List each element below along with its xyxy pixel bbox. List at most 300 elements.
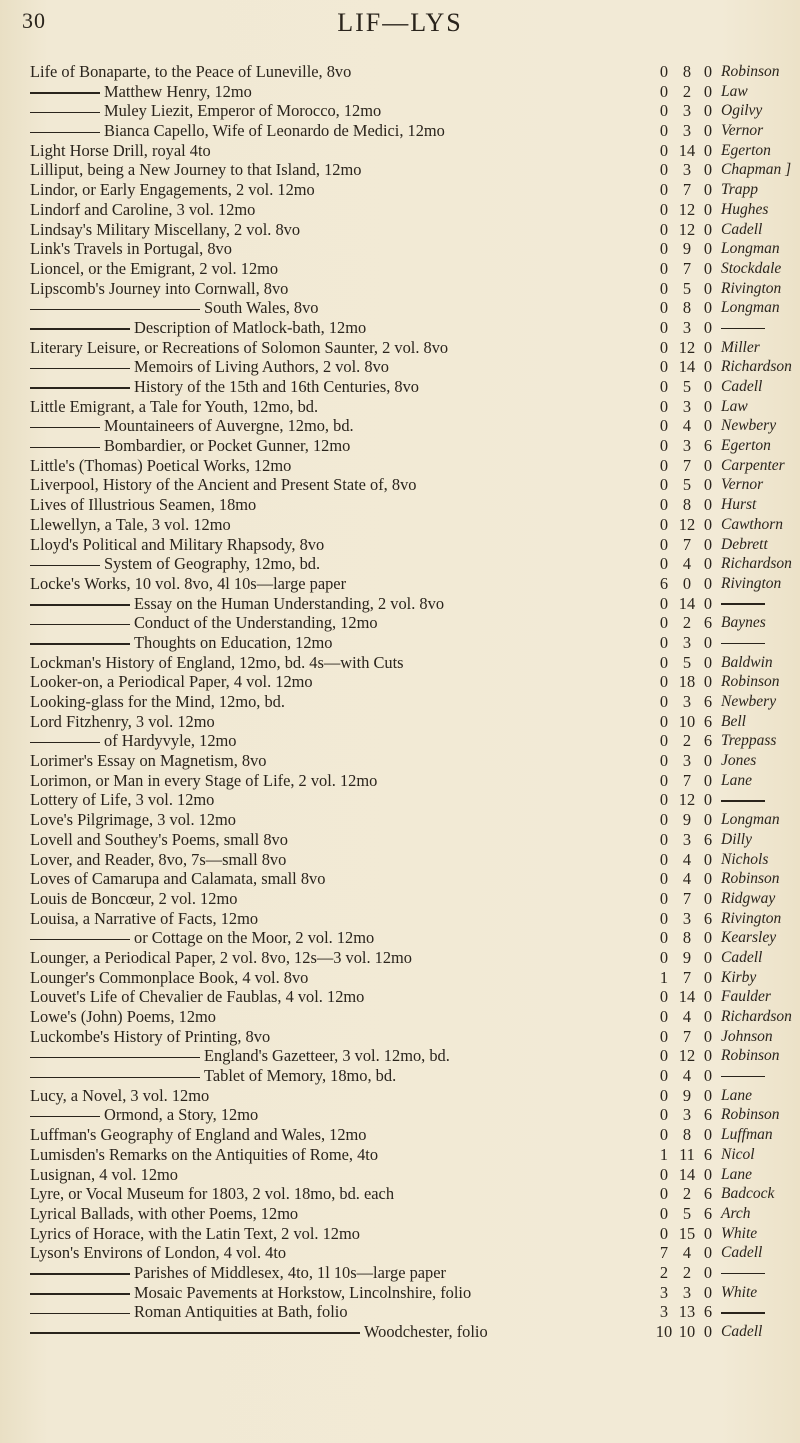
entry-publisher: Cadell — [721, 1244, 763, 1262]
price-shillings: 14 — [678, 987, 696, 1007]
price-shillings: 4 — [682, 1007, 692, 1026]
entry-publisher: Rivington — [721, 574, 782, 592]
price-pounds: 0 — [659, 751, 669, 771]
entry-title-text: Louvet's Life of Chevalier de Faublas, 4 vol. 12mo — [30, 987, 365, 1007]
entry-title-text: Thoughts on Education, 12mo — [134, 632, 333, 652]
price-pounds: 0 — [659, 317, 669, 337]
entry-publisher — [721, 318, 765, 338]
entry-publisher: Robinson — [721, 870, 780, 888]
entry-title — [30, 1105, 258, 1125]
price-shillings: 8 — [682, 1125, 692, 1145]
price-pence: 0 — [703, 1085, 713, 1105]
entry-publisher: Baynes — [721, 614, 766, 632]
entry-publisher: White — [721, 1224, 758, 1242]
entry-price — [653, 869, 717, 889]
entry-publisher: Richardson — [721, 555, 792, 573]
price-pounds: 0 — [659, 593, 669, 613]
entry-title-text: Lindsay's Military Miscellany, 2 vol. 8vo — [30, 219, 301, 239]
entry-publisher: Cadell — [721, 948, 763, 966]
price-pounds: 0 — [659, 731, 669, 751]
price-shillings: 7 — [682, 534, 692, 554]
entry-title — [30, 101, 381, 121]
price-pence: 0 — [703, 396, 713, 416]
entry-price — [653, 850, 717, 870]
price-shillings: 12 — [678, 219, 696, 239]
entry-title — [30, 968, 308, 988]
entry-publisher: Vernor — [721, 122, 764, 140]
entry-price — [653, 653, 717, 673]
entry-publisher: Law — [721, 397, 748, 415]
entry-publisher: Kirby — [721, 968, 757, 986]
list-item — [0, 1125, 800, 1145]
entry-title — [30, 653, 404, 673]
entry-title — [30, 357, 389, 377]
list-item — [0, 810, 800, 830]
price-pence: 0 — [703, 928, 713, 948]
entry-price — [653, 1204, 717, 1224]
ditto-rule — [30, 1293, 130, 1295]
list-item — [0, 1184, 800, 1204]
entry-title — [30, 889, 237, 909]
ditto-rule — [721, 800, 765, 802]
price-shillings: 10 — [678, 1322, 696, 1341]
entry-title-text: Lovell and Southey's Poems, small 8vo — [30, 829, 288, 849]
entry-price — [653, 239, 717, 259]
entry-title-text: Little's (Thomas) Poetical Works, 12mo — [30, 455, 292, 475]
entry-title-text: Lounger, a Periodical Paper, 2 vol. 8vo, 12s—3 vol. 12mo — [30, 947, 412, 967]
entry-publisher: Hughes — [721, 200, 769, 218]
price-pence: 0 — [703, 81, 713, 101]
entry-title-text: Memoirs of Living Authors, 2 vol. 8vo — [134, 357, 389, 377]
price-pounds: 0 — [659, 495, 669, 515]
price-shillings: 15 — [678, 1223, 696, 1243]
price-pounds: 0 — [659, 1223, 669, 1243]
list-item — [0, 416, 800, 436]
price-pounds: 0 — [659, 1203, 669, 1223]
entry-title-text: Lindor, or Early Engagements, 2 vol. 12mo — [30, 180, 315, 200]
ditto-rule — [30, 1116, 100, 1118]
price-shillings: 9 — [682, 239, 692, 259]
entry-title — [30, 1066, 396, 1086]
list-item — [0, 692, 800, 712]
entry-title — [30, 220, 300, 240]
price-pounds: 0 — [659, 1085, 669, 1105]
entry-price — [653, 613, 717, 633]
price-pence: 0 — [703, 416, 713, 436]
entry-price — [653, 200, 717, 220]
price-pounds: 0 — [659, 140, 669, 160]
list-item — [0, 1302, 800, 1322]
price-pounds: 0 — [659, 278, 669, 298]
price-shillings: 14 — [678, 593, 696, 613]
price-pounds: 0 — [659, 711, 669, 731]
price-shillings: 9 — [682, 1085, 692, 1105]
price-pence: 0 — [703, 160, 713, 180]
price-pence: 0 — [703, 810, 713, 830]
list-item — [0, 928, 800, 948]
ditto-rule — [30, 309, 200, 311]
price-pence: 0 — [703, 888, 713, 908]
price-pounds: 7 — [659, 1243, 669, 1263]
entry-title-text: Llewellyn, a Tale, 3 vol. 12mo — [30, 514, 231, 534]
entry-title — [30, 1263, 446, 1283]
entry-publisher — [721, 1263, 765, 1283]
price-pence: 6 — [703, 829, 713, 849]
entry-title — [30, 200, 255, 220]
price-pence: 0 — [703, 1322, 713, 1341]
price-pence: 0 — [703, 475, 713, 495]
price-pounds: 1 — [659, 967, 669, 987]
entry-title-text: Conduct of the Understanding, 12mo — [134, 613, 378, 633]
list-item — [0, 200, 800, 220]
price-shillings: 3 — [682, 908, 692, 928]
price-shillings: 4 — [682, 554, 692, 574]
entry-publisher: Luffman — [721, 1126, 773, 1144]
entry-title-text: Roman Antiquities at Bath, folio — [134, 1302, 348, 1322]
entry-title-text: Lyrical Ballads, with other Poems, 12mo — [30, 1203, 299, 1223]
list-item — [0, 515, 800, 535]
price-pounds: 0 — [659, 869, 669, 889]
price-pounds: 0 — [659, 888, 669, 908]
entry-title-text: Little Emigrant, a Tale for Youth, 12mo, bd. — [30, 396, 319, 416]
entry-title — [30, 456, 291, 476]
price-pounds: 0 — [659, 514, 669, 534]
list-item — [0, 1165, 800, 1185]
entry-publisher: Richardson — [721, 1008, 792, 1025]
entry-publisher — [721, 1302, 765, 1322]
list-item — [0, 239, 800, 259]
price-pounds: 0 — [659, 534, 669, 554]
price-pounds: 0 — [659, 101, 669, 121]
entry-title-text: Matthew Henry, 12mo — [104, 81, 252, 101]
entry-publisher: Egerton — [721, 437, 771, 455]
price-pence: 6 — [703, 436, 713, 456]
price-pounds: 0 — [659, 987, 669, 1007]
entry-title-text: Luckombe's History of Printing, 8vo — [30, 1026, 271, 1046]
ditto-rule — [721, 328, 765, 330]
entry-title-text: Lord Fitzhenry, 3 vol. 12mo — [30, 711, 215, 731]
entry-publisher: Longman — [721, 299, 780, 317]
list-item — [0, 987, 800, 1007]
ditto-rule — [721, 1076, 765, 1078]
entry-price — [653, 1224, 717, 1244]
entry-publisher — [721, 790, 765, 810]
price-pounds: 0 — [659, 672, 669, 692]
list-item — [0, 475, 800, 495]
entry-price — [653, 1145, 717, 1165]
ditto-rule — [30, 92, 100, 94]
entry-publisher: Cadell — [721, 378, 763, 395]
entry-price — [653, 397, 717, 417]
entry-price — [653, 1066, 717, 1086]
price-pence: 0 — [703, 1223, 713, 1243]
price-pence: 0 — [703, 317, 713, 337]
entry-title — [30, 830, 288, 850]
entry-publisher: Ogilvy — [721, 102, 763, 120]
price-pence: 0 — [703, 947, 713, 967]
entry-price — [653, 495, 717, 515]
entry-title-text: or Cottage on the Moor, 2 vol. 12mo — [134, 928, 375, 948]
list-item — [0, 1204, 800, 1224]
list-item — [0, 948, 800, 968]
entry-title-text: Lives of Illustrious Seamen, 18mo — [30, 495, 257, 515]
price-pounds: 0 — [659, 377, 669, 396]
price-pounds: 0 — [659, 1105, 669, 1125]
price-pounds: 2 — [659, 1262, 669, 1282]
entry-title — [30, 731, 236, 751]
entry-price — [653, 987, 717, 1007]
entry-price — [653, 1322, 717, 1342]
price-shillings: 14 — [678, 1164, 696, 1184]
entry-price — [653, 1086, 717, 1106]
entry-title — [30, 239, 232, 259]
price-shillings: 10 — [678, 711, 696, 731]
list-item — [0, 259, 800, 279]
price-pounds: 0 — [659, 62, 669, 81]
entry-title-text: Lindorf and Caroline, 3 vol. 12mo — [30, 199, 256, 219]
price-pounds: 0 — [659, 239, 669, 259]
entry-publisher: Chapman ] — [721, 161, 792, 179]
list-item — [0, 279, 800, 299]
entry-title-text: Bianca Capello, Wife of Leonardo de Medici, 12mo — [104, 121, 445, 141]
entry-price — [653, 771, 717, 791]
entry-publisher: Badcock — [721, 1185, 775, 1203]
list-item — [0, 318, 800, 338]
price-shillings: 5 — [682, 278, 692, 298]
price-pounds: 0 — [659, 1026, 669, 1046]
price-pence: 0 — [703, 239, 713, 259]
entry-price — [653, 712, 717, 732]
entry-publisher: Faulder — [721, 988, 771, 1006]
price-shillings: 3 — [682, 1282, 692, 1302]
entry-title-text: Luffman's Geography of England and Wales, 12mo — [30, 1125, 367, 1145]
price-pounds: 0 — [659, 810, 669, 830]
entry-price — [653, 456, 717, 476]
list-item — [0, 771, 800, 791]
price-pence: 0 — [703, 1046, 713, 1066]
list-item — [0, 909, 800, 929]
entry-title-text: Lyson's Environs of London, 4 vol. 4to — [30, 1243, 287, 1263]
list-item — [0, 633, 800, 653]
list-item — [0, 574, 800, 594]
entry-price — [653, 279, 717, 299]
entry-title-text: Lockman's History of England, 12mo, bd. 4s—with Cuts — [30, 652, 404, 672]
entry-title — [30, 850, 286, 870]
entry-publisher: Robinson — [721, 63, 780, 80]
entry-title-text: Lowe's (John) Poems, 12mo — [30, 1007, 216, 1026]
entry-publisher: Miller — [721, 338, 760, 356]
entry-price — [653, 909, 717, 929]
price-pence: 0 — [703, 770, 713, 790]
price-shillings: 2 — [682, 613, 692, 633]
list-item — [0, 1322, 800, 1342]
ditto-rule — [721, 603, 765, 605]
entry-title-text: Louisa, a Narrative of Facts, 12mo — [30, 908, 259, 928]
entry-price — [653, 594, 717, 614]
price-shillings: 3 — [682, 751, 692, 771]
entry-title — [30, 987, 364, 1007]
list-item — [0, 357, 800, 377]
price-shillings: 7 — [682, 455, 692, 475]
entry-title-text: Description of Matlock-bath, 12mo — [134, 317, 367, 337]
entry-price — [653, 1125, 717, 1145]
entry-title-text: Lumisden's Remarks on the Antiquities of Rome, 4to — [30, 1144, 379, 1164]
price-shillings: 5 — [682, 652, 692, 672]
price-pence: 6 — [703, 1302, 713, 1322]
entry-publisher: Robinson — [721, 673, 780, 691]
price-pounds: 0 — [659, 947, 669, 967]
entry-title-text: Woodchester, folio — [364, 1322, 488, 1341]
entry-price — [653, 1027, 717, 1047]
ditto-rule — [30, 624, 130, 626]
entry-publisher: Longman — [721, 240, 780, 258]
entry-price — [653, 692, 717, 712]
entry-title — [30, 298, 318, 318]
price-pence: 0 — [703, 1164, 713, 1184]
price-pounds: 6 — [659, 573, 669, 593]
entry-title — [30, 377, 419, 397]
list-item — [0, 1283, 800, 1303]
price-pounds: 0 — [659, 928, 669, 948]
entry-publisher: Newbery — [721, 417, 777, 435]
entry-price — [653, 574, 717, 594]
ditto-rule — [30, 939, 130, 941]
price-shillings: 14 — [678, 357, 696, 377]
price-shillings: 13 — [678, 1302, 696, 1322]
entry-title-text: Muley Liezit, Emperor of Morocco, 12mo — [104, 101, 382, 121]
list-item — [0, 298, 800, 318]
price-pounds: 3 — [659, 1302, 669, 1322]
price-shillings: 3 — [682, 396, 692, 416]
price-shillings: 8 — [682, 928, 692, 948]
entry-price — [653, 731, 717, 751]
price-pounds: 0 — [659, 1184, 669, 1204]
entry-publisher: Cadell — [721, 1323, 763, 1340]
entry-title-text: Lipscomb's Journey into Cornwall, 8vo — [30, 278, 289, 298]
entry-title — [30, 535, 324, 555]
entry-price — [653, 357, 717, 377]
entry-title — [30, 180, 315, 200]
entry-publisher: Egerton — [721, 141, 771, 159]
entry-title-text: Life of Bonaparte, to the Peace of Luneville, 8vo — [30, 62, 352, 81]
price-pounds: 0 — [659, 180, 669, 200]
entry-publisher: Bell — [721, 712, 746, 730]
list-item — [0, 1145, 800, 1165]
entry-title — [30, 554, 320, 574]
price-shillings: 12 — [678, 337, 696, 357]
price-pence: 0 — [703, 140, 713, 160]
list-item — [0, 594, 800, 614]
entry-publisher: Debrett — [721, 535, 768, 553]
price-shillings: 18 — [678, 672, 696, 692]
entry-title — [30, 948, 412, 968]
entry-publisher: Rivington — [721, 909, 782, 927]
entry-title — [30, 1224, 360, 1244]
entry-price — [653, 1105, 717, 1125]
price-pounds: 10 — [655, 1322, 673, 1341]
price-pounds: 0 — [659, 121, 669, 141]
price-shillings: 11 — [679, 1144, 695, 1164]
ditto-rule — [30, 427, 100, 429]
price-pence: 0 — [703, 199, 713, 219]
list-item — [0, 456, 800, 476]
entry-price — [653, 751, 717, 771]
list-item — [0, 830, 800, 850]
price-pence: 0 — [703, 869, 713, 889]
price-pence: 0 — [703, 455, 713, 475]
list-item — [0, 121, 800, 141]
price-pence: 0 — [703, 180, 713, 200]
entry-price — [653, 948, 717, 968]
list-item — [0, 160, 800, 180]
entry-title-text: Light Horse Drill, royal 4to — [30, 140, 211, 160]
entry-title-text: Mosaic Pavements at Horkstow, Lincolnshire, folio — [134, 1282, 472, 1302]
entry-title — [30, 1243, 286, 1263]
page-number: 30 — [22, 8, 46, 33]
list-item — [0, 613, 800, 633]
list-item — [0, 1086, 800, 1106]
entry-title — [30, 574, 346, 594]
price-pence: 6 — [703, 692, 713, 711]
price-pence: 0 — [703, 573, 713, 593]
price-pence: 0 — [703, 849, 713, 869]
list-item — [0, 338, 800, 358]
entry-title-text: Lloyd's Political and Military Rhapsody, 8vo — [30, 534, 325, 554]
list-item — [0, 889, 800, 909]
entry-publisher: Jones — [721, 752, 757, 770]
entry-price — [653, 62, 717, 82]
list-item — [0, 731, 800, 751]
price-shillings: 3 — [682, 160, 692, 180]
list-item — [0, 220, 800, 240]
entry-title-text: Ormond, a Story, 12mo — [104, 1105, 259, 1125]
entry-price — [653, 1283, 717, 1303]
entry-publisher: Lane — [721, 771, 752, 789]
ditto-rule — [30, 565, 100, 567]
entry-publisher: Nicol — [721, 1145, 755, 1163]
entry-price — [653, 475, 717, 495]
list-item — [0, 554, 800, 574]
entry-title-text: Literary Leisure, or Recreations of Solomon Saunter, 2 vol. 8vo — [30, 337, 449, 357]
price-shillings: 4 — [682, 416, 692, 436]
entry-title — [30, 633, 333, 653]
list-item — [0, 535, 800, 555]
price-shillings: 3 — [682, 121, 692, 141]
price-pence: 0 — [703, 1066, 713, 1086]
ditto-rule — [30, 1313, 130, 1315]
ditto-rule — [30, 1077, 200, 1079]
entry-price — [653, 180, 717, 200]
price-shillings: 7 — [682, 1026, 692, 1046]
entry-title-text: Lounger's Commonplace Book, 4 vol. 8vo — [30, 967, 309, 987]
price-pounds: 0 — [659, 258, 669, 278]
entry-title — [30, 436, 350, 456]
entry-price — [653, 968, 717, 988]
list-item — [0, 377, 800, 397]
entry-title — [30, 397, 318, 417]
price-shillings: 3 — [682, 692, 692, 711]
entry-title-text: Lorimer's Essay on Magnetism, 8vo — [30, 751, 267, 771]
entry-title-text: England's Gazetteer, 3 vol. 12mo, bd. — [204, 1046, 450, 1066]
price-pence: 0 — [703, 278, 713, 298]
entry-publisher: Law — [721, 82, 748, 100]
price-pounds: 0 — [659, 219, 669, 239]
list-item — [0, 712, 800, 732]
entry-title-text: Mountaineers of Auvergne, 12mo, bd. — [104, 416, 354, 436]
entry-title-text: Loves of Camarupa and Calamata, small 8vo — [30, 869, 326, 889]
entry-publisher: Kearsley — [721, 929, 777, 947]
entry-publisher — [721, 633, 765, 653]
